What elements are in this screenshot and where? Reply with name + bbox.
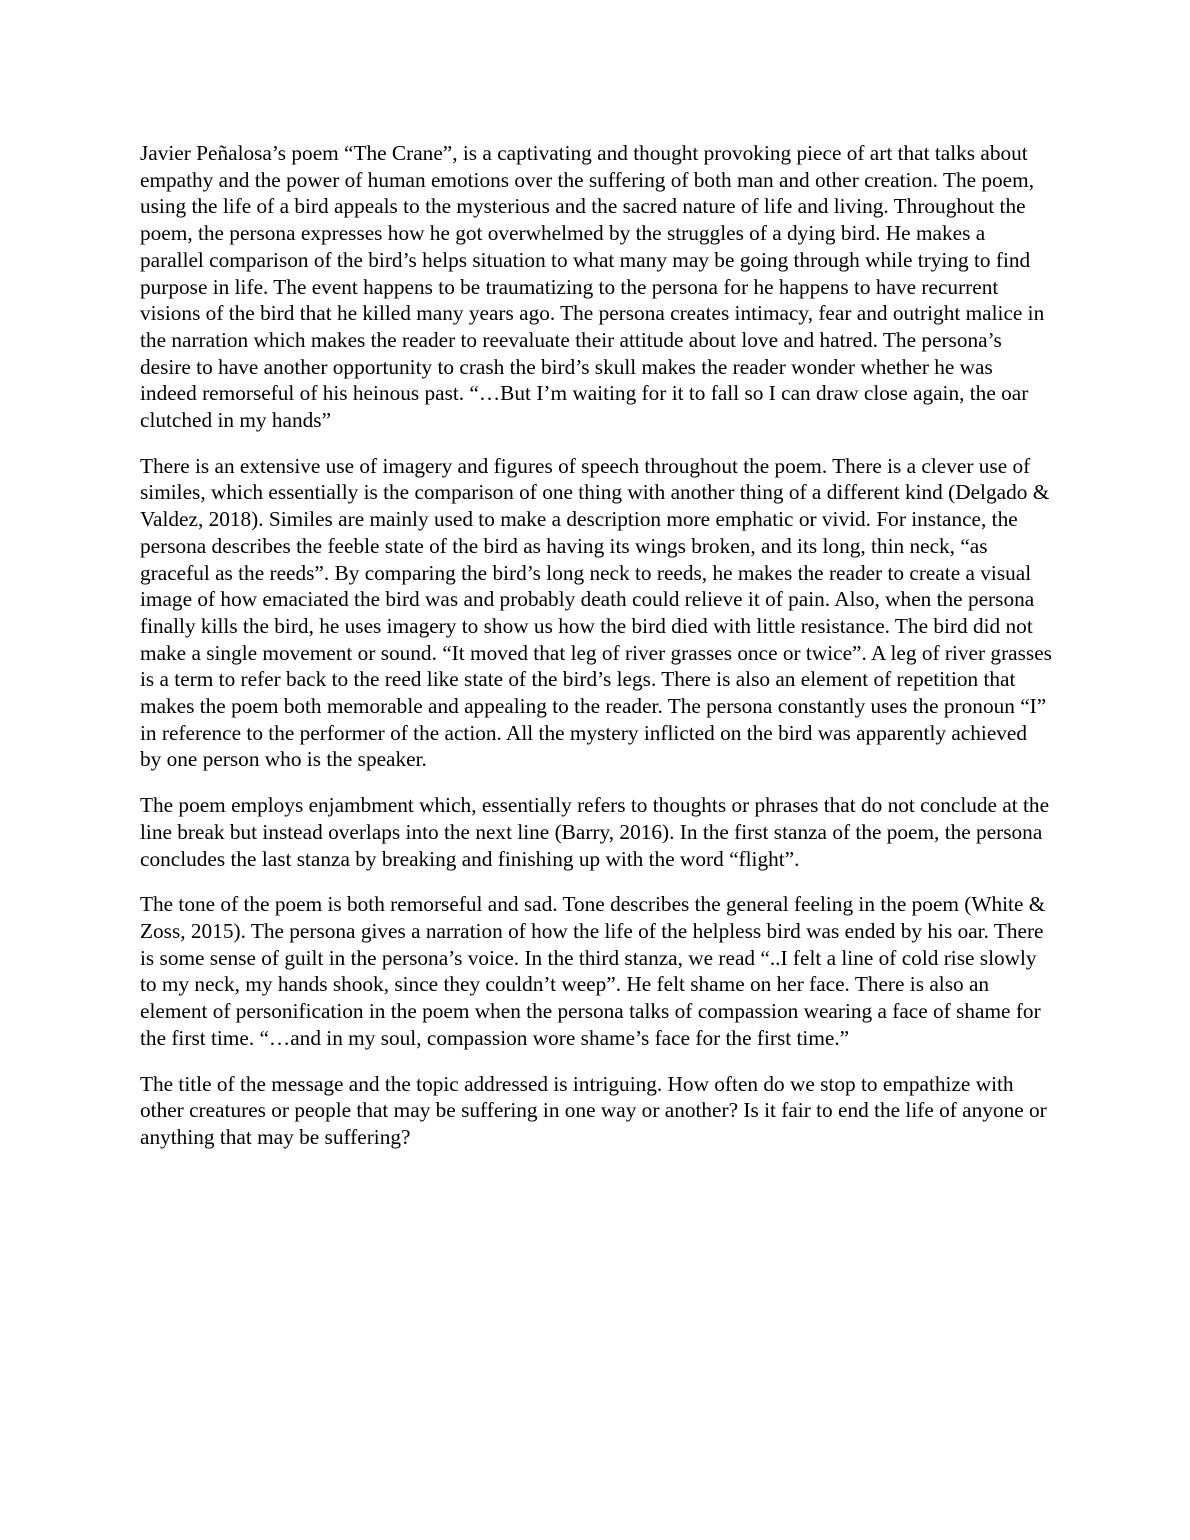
paragraph-conclusion: The title of the message and the topic addressed is intriguing. How often do we stop to empathize with other creatures or people that may be suffering in one way or another? Is it fair to end the life of anyone or anything that may be suffering? (140, 1071, 1047, 1149)
paragraph-enjambment: The poem employs enjambment which, essentially refers to thoughts or phrases that do not conclude at the line break but instead overlaps into the next line (Barry, 2016). In the first stanza of the poem, the persona concludes the last stanza by breaking and finishing up with the word “flight”. (140, 793, 1050, 871)
paragraph-imagery: There is an extensive use of imagery and figures of speech throughout the poem. There is a clever use of similes, which essentially is the comparison of one thing with another thing of a different kind (Delgado & Valdez, 2018). Similes are mainly used to make a description more emphatic or vivid. For instance, the persona describes the feeble state of the bird as having its wings broken, and its long, thin neck, “as graceful as the reeds”. By comparing the bird’s long neck to reeds, he makes the reader to create a visual image of how emaciated the bird was and probably death could relieve it of pain. Also, when the persona finally kills the bird, he uses imagery to show us how the bird died with little resistance. The bird did not make a single movement or sound. “It moved that leg of river grasses once or twice”. A leg of river grasses is a term to refer back to the reed like state of the bird’s legs. There is also an element of repetition that makes the poem both memorable and appealing to the reader. The persona constantly uses the pronoun “I” in reference to the performer of the action. All the mystery inflicted on the bird was apparently achieved by one person who is the speaker. (140, 453, 1052, 772)
document-body (140, 140, 1052, 1170)
paragraph-tone: The tone of the poem is both remorseful and sad. Tone describes the general feeling in the poem (White & Zoss, 2015). The persona gives a narration of how the life of the helpless bird was ended by his oar. There is some sense of guilt in the persona’s voice. In the third stanza, we read “..I felt a line of cold rise slowly to my neck, my hands shook, since they couldn’t weep”. He felt shame on her face. There is also an element of personification in the poem when the persona talks of compassion wearing a face of shame for the first time. “…and in my soul, compassion wore shame’s face for the first time.” (140, 892, 1046, 1050)
paragraph-introduction: Javier Peñalosa’s poem “The Crane”, is a captivating and thought provoking piece of art that talks about empathy and the power of human emotions over the suffering of both man and other creation. The poem, using the life of a bird appeals to the mysterious and the sacred nature of life and living. Throughout the poem, the persona expresses how he got overwhelmed by the struggles of a dying bird. He makes a parallel comparison of the bird’s helps situation to what many may be going through while trying to find purpose in life. The event happens to be traumatizing to the persona for he happens to have recurrent visions of the bird that he killed many years ago. The persona creates intimacy, fear and outright malice in the narration which makes the reader to reevaluate their attitude about love and hatred. The persona’s desire to have another opportunity to crash the bird’s skull makes the reader wonder whether he was indeed remorseful of his heinous past. “…But I’m waiting for it to fall so I can draw close again, the oar clutched in my hands” (140, 141, 1045, 433)
